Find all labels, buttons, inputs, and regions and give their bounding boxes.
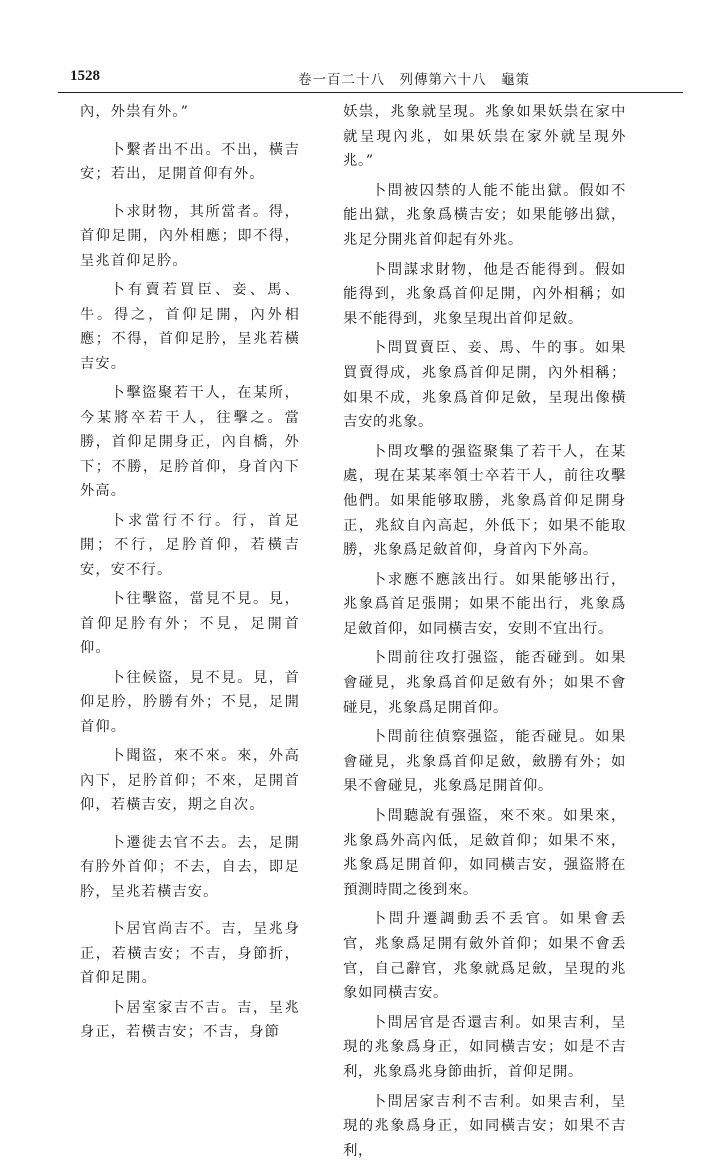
translation-paragraph: 卜問居官是否還吉利。如果吉利，呈現的兆象爲身正，如同橫吉安；如是不吉利，兆象爲兆身節曲折，首仰足開。	[343, 1014, 626, 1080]
original-paragraph: 卜求財物，其所當者。得，首仰足開，內外相應；即不得，呈兆首仰足肣。	[80, 203, 300, 269]
translation-paragraph: 卜問謀求財物，他是否能得到。假如能得到，兆象爲首仰足開，內外相稱；如果不能得到，兆象呈現出首仰足斂。	[343, 261, 626, 327]
original-paragraph: 卜求當行不行。行，首足開；不行，足肣首仰，若橫吉安，安不行。	[80, 512, 300, 578]
running-header	[58, 66, 683, 90]
translation-text-column	[343, 100, 626, 1163]
translation-paragraph: 卜問被囚禁的人能不能出獄。假如不能出獄，兆象爲橫吉安；如果能够出獄，兆足分開兆首仰起有外兆。	[343, 182, 626, 248]
original-paragraph: 卜聞盜，來不來。來，外高內下，足肣首仰；不來，足開首仰，若橫吉安，期之自次。	[80, 748, 300, 813]
original-paragraph: 卜遷徙去官不去。去，足開有肣外首仰；不去，自去，即足肣，呈兆若橫吉安。	[80, 834, 300, 900]
page-number: 1528	[70, 68, 100, 84]
translation-paragraph: 卜問買賣臣、妾、馬、牛的事。如果買賣得成，兆象爲首仰足開，內外相稱；如果不成，兆象爲首仰足斂，呈現出像橫吉安的兆象。	[343, 340, 626, 431]
header-rule	[58, 92, 683, 93]
original-paragraph: 卜居室家吉不吉。吉，呈兆身正，若橫吉安；不吉，身節	[80, 999, 300, 1040]
original-paragraph: 卜往擊盜，當見不見。見，首仰足肣有外；不見，足開首仰。	[80, 591, 300, 656]
original-paragraph: 內，外祟有外。”	[80, 104, 190, 120]
translation-paragraph: 卜問聽說有强盜，來不來。如果來，兆象爲外高內低，足斂首仰；如果不來，兆象爲足開首仰，如同橫吉安，强盜將在預測時間之後到來。	[343, 808, 626, 898]
original-paragraph: 卜擊盜聚若干人，在某所，今某將卒若干人，往擊之。當勝，首仰足開身正，內自橋，外下；不勝，足肣首仰，身首內下外高。	[80, 385, 300, 499]
translation-paragraph: 卜問攻擊的强盜聚集了若干人，在某處，現在某某率領士卒若干人，前往攻擊他們。如果能够取勝，兆象爲首仰足開身正，兆紋自內高起，外低下；如果不能取勝，兆象爲足斂首仰，身首內下外高。	[343, 443, 626, 559]
translation-paragraph: 卜問升遷調動丢不丢官。如果會丢官，兆象爲足開有斂外首仰；如果不會丢官，自己辭官，兆象就爲足斂，呈現的兆象如同橫吉安。	[343, 911, 626, 1002]
original-paragraph: 卜有賣若買臣、妾、馬、牛。得之，首仰足開，內外相應；不得，首仰足肣，呈兆若橫吉安。	[80, 282, 300, 372]
translation-paragraph: 卜求應不應該出行。如果能够出行，兆象爲首足張開；如果不能出行，兆象爲足斂首仰，如同橫吉安，安則不宜出行。	[343, 571, 626, 637]
original-paragraph: 卜居官尚吉不。吉，呈兆身正，若橫吉安；不吉，身節折，首仰足開。	[80, 921, 300, 986]
translation-paragraph: 妖祟，兆象就呈現。兆象如果妖祟在家中就呈現內兆，如果妖祟在家外就呈現外兆。”	[343, 104, 626, 170]
original-paragraph: 卜往候盜，見不見。見，首仰足肣，肣勝有外；不見，足開首仰。	[80, 669, 300, 735]
translation-paragraph: 卜問前往偵察强盜，能否碰見。如果會碰見，兆象爲首仰足斂，斂勝有外；如果不會碰見，兆象爲足開首仰。	[343, 729, 626, 795]
running-title: 卷一百二十八 列傳第六十八 龜策	[298, 72, 530, 88]
original-paragraph: 卜繫者出不出。不出，橫吉安；若出，足開首仰有外。	[80, 141, 300, 182]
translation-paragraph: 卜問居家吉利不吉利。如果吉利，呈現的兆象爲身正，如同橫吉安；如果不吉利，	[343, 1093, 626, 1159]
translation-paragraph: 卜問前往攻打强盜，能否碰到。如果會碰見，兆象爲首仰足斂有外；如果不會碰見，兆象爲足開首仰。	[343, 650, 626, 716]
original-text-column	[80, 100, 300, 1045]
